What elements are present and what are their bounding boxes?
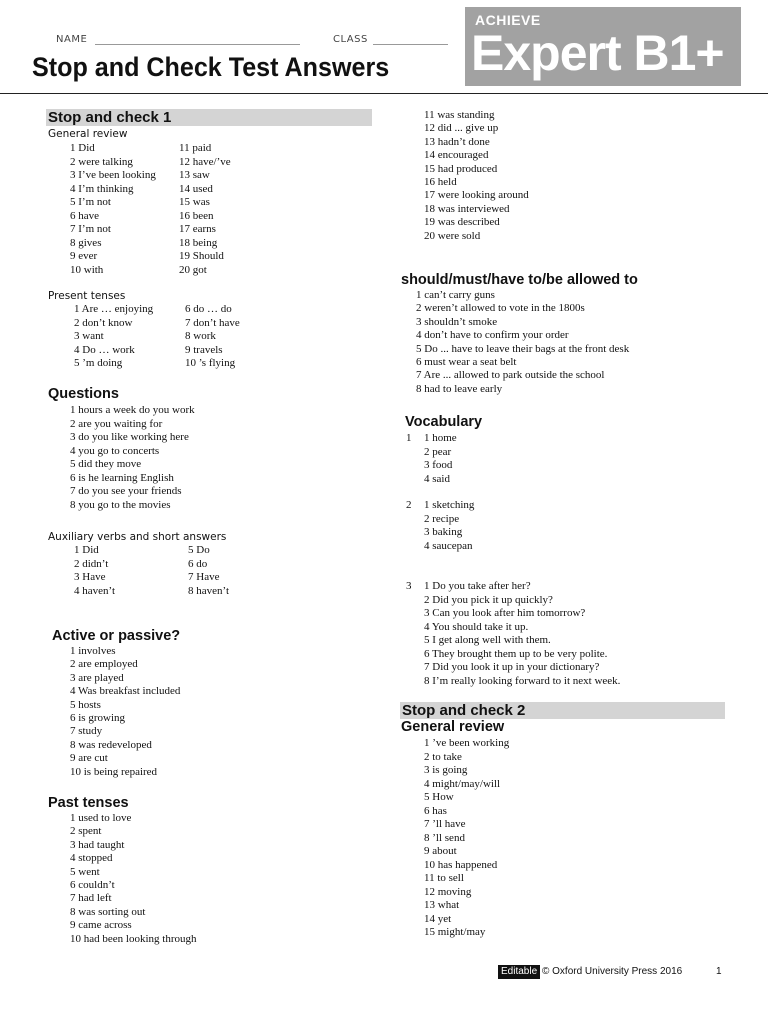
list-item: 5 I’m not <box>70 196 111 208</box>
list-item: 2 are you waiting for <box>70 417 163 430</box>
list-item: 15 might/may <box>424 926 486 938</box>
list-item: 1 Did <box>70 142 95 154</box>
list-item: 18 was interviewed <box>424 202 510 215</box>
list-item: 12 moving <box>424 885 472 898</box>
list-item: 20 were sold <box>424 229 481 242</box>
brand-logo <box>465 7 741 86</box>
list-item: 10 had been looking through <box>70 932 197 945</box>
list-item: 7 study <box>70 725 103 738</box>
list-item: 2 spent <box>70 825 102 838</box>
list-item: 8 haven’t <box>188 584 230 597</box>
list-item: 1 sketching <box>424 499 475 511</box>
list-item: 5 hosts <box>70 698 101 711</box>
list-item: 5 How <box>424 791 454 803</box>
list-item: 4 might/may/will <box>424 777 501 790</box>
vocabulary-exercise-3 <box>424 580 620 688</box>
list-item: 20 got <box>179 263 207 276</box>
list-item: 5 Do ... have to leave their bags at the front desk <box>416 342 630 355</box>
list-item: 3 shouldn’t smoke <box>416 315 498 328</box>
list-item: 6 is growing <box>70 711 125 724</box>
list-item: 2 weren’t allowed to vote in the 1800s <box>416 302 585 315</box>
list-item: 2 were talking <box>70 155 133 168</box>
list-item: 3 is going <box>424 764 468 776</box>
past-tenses-list-continued <box>424 109 529 243</box>
auxiliary-col1 <box>74 544 115 598</box>
list-item: 1 Do you take after her? <box>424 580 531 592</box>
section-heading-stop-and-check-1: Stop and check 1 <box>46 109 372 126</box>
list-item: 9 came across <box>70 919 132 932</box>
vocabulary-exercise-1-number: 1 <box>406 432 412 444</box>
list-item: 11 paid <box>179 142 212 154</box>
vocabulary-heading: Vocabulary <box>405 414 483 430</box>
list-item: 3 I’ve been looking <box>70 169 156 181</box>
list-item: 2 pear <box>424 445 452 458</box>
list-item: 10 with <box>70 263 104 276</box>
list-item: 4 Was breakfast included <box>70 685 181 698</box>
list-item: 16 held <box>424 175 457 188</box>
list-item: 3 are played <box>70 671 124 684</box>
list-item: 6 They brought them up to be very polite. <box>424 647 608 660</box>
list-item: 11 to sell <box>424 872 464 884</box>
past-tenses-list <box>70 812 196 946</box>
list-item: 7 had left <box>70 892 112 905</box>
list-item: 8 ’ll send <box>424 831 465 844</box>
list-item: 3 food <box>424 459 453 471</box>
list-item: 7 do you see your friends <box>70 485 182 497</box>
list-item: 8 was sorting out <box>70 905 146 918</box>
list-item: 3 had taught <box>70 838 125 851</box>
list-item: 4 you go to concerts <box>70 444 160 457</box>
list-item: 10 is being repaired <box>70 765 158 778</box>
editable-badge: Editable <box>498 965 540 979</box>
list-item: 6 must wear a seat belt <box>416 355 517 368</box>
list-item: 6 have <box>70 209 100 222</box>
list-item: 7 Are ... allowed to park outside the school <box>416 369 605 382</box>
list-item: 4 Do … work <box>74 343 135 356</box>
general-review-col1 <box>70 142 156 277</box>
list-item: 2 are employed <box>70 658 138 671</box>
list-item: 6 has <box>424 804 447 817</box>
list-item: 9 ever <box>70 250 98 262</box>
list-item: 7 don’t have <box>185 316 240 329</box>
list-item: 7 I’m not <box>70 223 111 235</box>
list-item: 1 home <box>424 432 457 444</box>
list-item: 3 do you like working here <box>70 431 189 443</box>
class-line <box>373 44 448 45</box>
list-item: 1 used to love <box>70 812 132 824</box>
list-item: 3 want <box>74 330 104 342</box>
list-item: 8 gives <box>70 236 102 249</box>
list-item: 8 you go to the movies <box>70 498 171 511</box>
list-item: 8 was redeveloped <box>70 738 152 751</box>
name-line <box>95 44 300 45</box>
list-item: 5 Do <box>188 544 210 556</box>
general-review-col2 <box>179 142 231 277</box>
list-item: 2 recipe <box>424 512 460 525</box>
list-item: 4 haven’t <box>74 584 116 597</box>
general-review-label: General review <box>48 128 128 140</box>
name-label: NAME <box>56 34 88 45</box>
list-item: 2 don’t know <box>74 316 133 329</box>
section-heading-stop-and-check-2: Stop and check 2 <box>400 702 725 719</box>
list-item: 8 had to leave early <box>416 382 503 395</box>
list-item: 16 been <box>179 209 214 222</box>
list-item: 7 Have <box>188 571 220 583</box>
past-tenses-heading: Past tenses <box>48 795 129 811</box>
list-item: 2 to take <box>424 750 462 763</box>
modals-list <box>416 289 629 396</box>
list-item: 2 didn’t <box>74 557 109 570</box>
list-item: 1 involves <box>70 645 116 657</box>
copyright-text: © Oxford University Press 2016 <box>542 966 683 977</box>
list-item: 6 do <box>188 557 208 570</box>
list-item: 13 saw <box>179 169 210 181</box>
questions-heading: Questions <box>48 386 119 402</box>
list-item: 7 ’ll have <box>424 818 466 830</box>
list-item: 17 earns <box>179 223 216 235</box>
list-item: 13 hadn’t done <box>424 135 490 148</box>
list-item: 4 saucepan <box>424 539 473 552</box>
auxiliary-label: Auxiliary verbs and short answers <box>48 531 227 543</box>
vocabulary-exercise-1 <box>424 432 457 486</box>
list-item: 8 I’m really looking forward to it next week. <box>424 674 621 687</box>
sc2-general-review-heading: General review <box>401 719 505 735</box>
list-item: 4 don’t have to confirm your order <box>416 329 569 342</box>
list-item: 7 Did you look it up in your dictionary? <box>424 661 600 673</box>
list-item: 1 can’t carry guns <box>416 289 495 301</box>
list-item: 5 I get along well with them. <box>424 634 551 646</box>
list-item: 13 what <box>424 899 460 911</box>
list-item: 6 couldn’t <box>70 878 115 891</box>
list-item: 3 Can you look after him tomorrow? <box>424 607 586 619</box>
list-item: 9 are cut <box>70 752 108 765</box>
present-tenses-col2 <box>185 303 240 371</box>
list-item: 4 I’m thinking <box>70 182 134 195</box>
sc2-general-review-list <box>424 737 509 940</box>
list-item: 5 did they move <box>70 458 142 470</box>
list-item: 8 work <box>185 330 216 342</box>
questions-list <box>70 404 195 512</box>
list-item: 14 yet <box>424 912 452 925</box>
list-item: 14 encouraged <box>424 149 489 162</box>
list-item: 12 have/’ve <box>179 155 231 168</box>
list-item: 4 said <box>424 472 450 485</box>
list-item: 9 travels <box>185 343 223 356</box>
list-item: 3 Have <box>74 571 106 583</box>
list-item: 19 Should <box>179 250 224 262</box>
list-item: 3 baking <box>424 526 463 538</box>
modals-heading: should/must/have to/be allowed to <box>401 272 638 288</box>
vocabulary-exercise-2 <box>424 499 474 553</box>
active-passive-list <box>70 645 180 779</box>
page-title: Stop and Check Test Answers <box>32 52 390 82</box>
brand-expert: Expert B1+ <box>471 25 724 81</box>
list-item: 4 stopped <box>70 852 113 865</box>
list-item: 1 Did <box>74 544 99 556</box>
list-item: 9 about <box>424 845 457 857</box>
list-item: 1 hours a week do you work <box>70 404 195 416</box>
class-label: CLASS <box>333 34 368 45</box>
list-item: 1 Are … enjoying <box>74 303 154 315</box>
list-item: 10 has happened <box>424 858 498 871</box>
vocabulary-exercise-2-number: 2 <box>406 499 412 511</box>
list-item: 19 was described <box>424 216 500 229</box>
auxiliary-col2 <box>188 544 229 598</box>
list-item: 6 is he learning English <box>70 471 174 484</box>
list-item: 5 ’m doing <box>74 357 123 369</box>
page-number: 1 <box>716 966 722 977</box>
active-passive-heading: Active or passive? <box>52 628 181 644</box>
list-item: 10 ’s flying <box>185 357 236 369</box>
list-item: 4 You should take it up. <box>424 620 529 633</box>
present-tenses-col1 <box>74 303 153 371</box>
vocabulary-exercise-3-number: 3 <box>406 580 412 592</box>
list-item: 6 do … do <box>185 303 232 315</box>
brand-achieve: ACHIEVE <box>475 12 541 28</box>
list-item: 17 were looking around <box>424 189 529 202</box>
list-item: 15 was <box>179 196 210 208</box>
list-item: 5 went <box>70 865 100 878</box>
header-rule <box>0 93 768 94</box>
list-item: 1 ’ve been working <box>424 737 510 749</box>
list-item: 14 used <box>179 182 213 195</box>
list-item: 2 Did you pick it up quickly? <box>424 593 553 606</box>
list-item: 18 being <box>179 236 218 249</box>
list-item: 11 was standing <box>424 109 495 121</box>
list-item: 12 did ... give up <box>424 122 499 135</box>
present-tenses-label: Present tenses <box>48 290 126 302</box>
list-item: 15 had produced <box>424 162 498 175</box>
